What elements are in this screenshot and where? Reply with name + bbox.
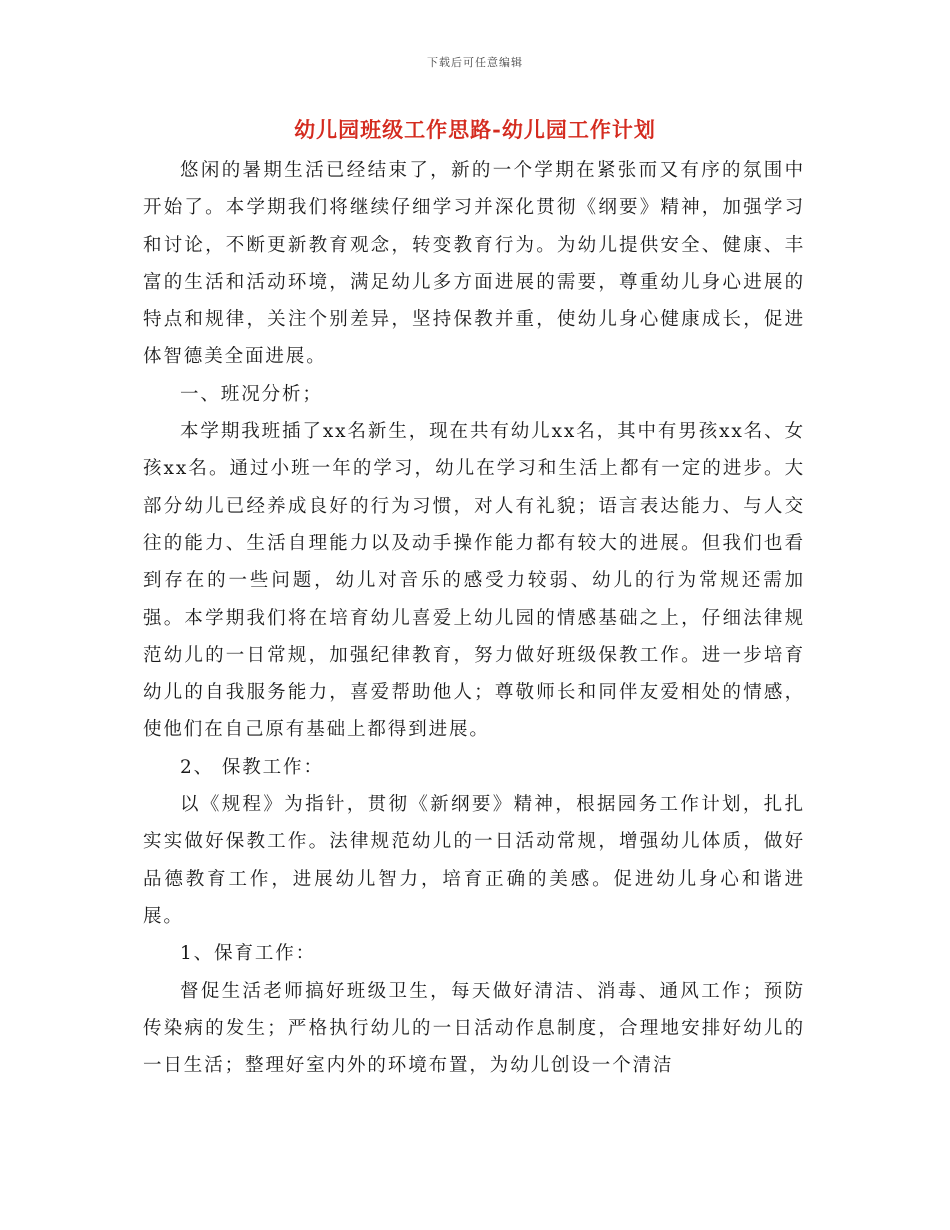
page-header-note: 下载后可任意编辑 bbox=[427, 56, 523, 69]
section-heading-childcare: 1、保育工作： bbox=[180, 943, 317, 965]
paragraph-care-education: 以《规程》为指针，贯彻《新纲要》精神，根据园务工作计划，扎扎实实做好保教工作。法律规范幼儿的一日活动常规，增强幼儿体质，做好品德教育工作，进展幼儿智力，培育正确的美感。促进幼儿身心和谐进展。 bbox=[143, 794, 805, 927]
paragraph-intro: 悠闲的暑期生活已经结束了，新的一个学期在紧张而又有序的氛围中开始了。本学期我们将继续仔细学习并深化贯彻《纲要》精神，加强学习和讨论，不断更新教育观念，转变教育行为。为幼儿提供安全、健康、丰富的生活和活动环境，满足幼儿多方面进展的需要，尊重幼儿身心进展的特点和规律，关注个别差异，坚持保教并重，使幼儿身心健康成长，促进体智德美全面进展。 bbox=[143, 160, 805, 368]
document-body bbox=[143, 152, 805, 1084]
section-heading-care-education: 2、 保教工作： bbox=[180, 756, 324, 778]
paragraph-childcare: 督促生活老师搞好班级卫生，每天做好清洁、消毒、通风工作；预防传染病的发生；严格执行幼儿的一日活动作息制度，合理地安排好幼儿的一日生活；整理好室内外的环境布置，为幼儿创设一个清洁 bbox=[143, 980, 805, 1077]
document-title: 幼儿园班级工作思路-幼儿园工作计划 bbox=[294, 117, 656, 142]
paragraph-class-analysis: 本学期我班插了xx名新生，现在共有幼儿xx名，其中有男孩xx名、女孩xx名。通过小班一年的学习，幼儿在学习和生活上都有一定的进步。大部分幼儿已经养成良好的行为习惯，对人有礼貌；语言表达能力、与人交往的能力、生活自理能力以及动手操作能力都有较大的进展。但我们也看到存在的一些问题，幼儿对音乐的感受力较弱、幼儿的行为常规还需加强。本学期我们将在培育幼儿喜爱上幼儿园的情感基础之上，仔细法律规范幼儿的一日常规，加强纪律教育，努力做好班级保教工作。进一步培育幼儿的自我服务能力，喜爱帮助他人；尊敬师长和同伴友爱相处的情感，使他们在自己原有基础上都得到进展。 bbox=[143, 421, 805, 741]
section-heading-class-analysis: 一、班况分析； bbox=[180, 383, 323, 405]
